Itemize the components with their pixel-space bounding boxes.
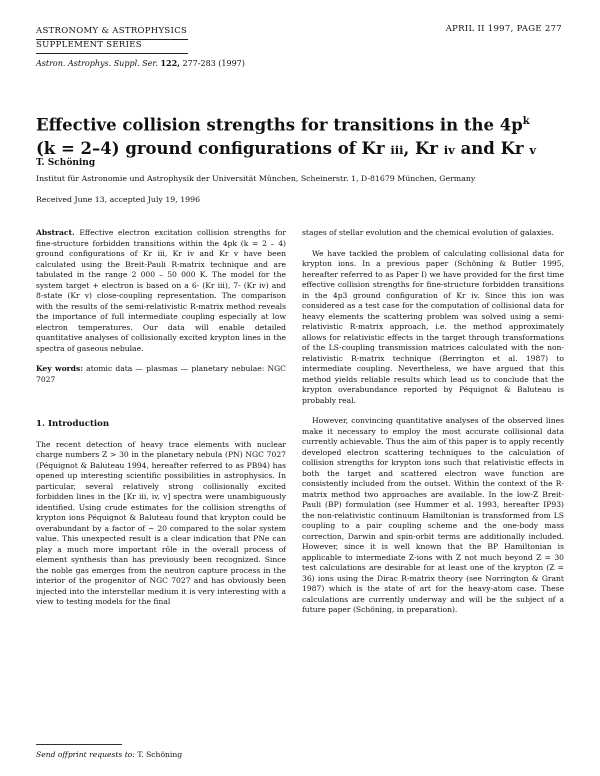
keywords-label: Key words: bbox=[36, 364, 84, 373]
citation-volume: 122, bbox=[160, 58, 180, 68]
title-kr-2: Kr bbox=[414, 138, 439, 158]
header-rule-1 bbox=[36, 39, 188, 40]
author: T. Schöning bbox=[36, 158, 96, 168]
citation-pages: 277-283 (1997) bbox=[182, 59, 245, 68]
keywords-text: atomic data — plasmas — planetary nebulae: NGC 7027 bbox=[36, 364, 286, 384]
footnote bbox=[36, 750, 182, 759]
journal-header bbox=[36, 24, 187, 52]
abstract bbox=[36, 228, 286, 354]
section-heading: 1. Introduction bbox=[36, 419, 110, 429]
header-rule-2 bbox=[36, 53, 188, 54]
left-column bbox=[36, 228, 286, 608]
date-page: APRIL II 1997, PAGE 277 bbox=[445, 24, 562, 34]
paragraph-3: However, convincing quantitative analyses of the observed lines make it necessary to employ the most accurate collisional data currently achievable. Thus the aim of this paper is to apply recently developed electron scattering techniques to the calculation of collision strengths for krypton ions such that relativistic effects in both the target and scattered electron wave function are consistently included from the outset. Within the context of the R-matrix method two approaches are available. In the low-Z Breit-Pauli (BP) formulation (see Hummer et al. 1993, hereafter IP93) the non-relativistic continuum Hamiltonian is transformed from LS coupling to a pair coupling scheme and the one-body mass correction, Darwin and spin-orbit terms are additionally included. However, since it is well known that the BP Hamiltonian is applicable to intermediate Z-ions with Z not much beyond Z = 30 test calculations are desirable for at least one of the krypton (Z = 36) ions using the Dirac R-matrix theory (see Norrington & Grant 1987) which is the state of art for the heavy-atom case. These calculations are currently underway and will be the subject of a future paper (Schöning, in preparation). bbox=[302, 416, 564, 614]
paper-title bbox=[36, 110, 566, 162]
affiliation: Institut für Astronomie und Astrophysik der Universität München, Scheinerstr. 1, D-81679 München, Germany bbox=[36, 174, 476, 183]
intro-paragraph-cont: stages of stellar evolution and the chemical evolution of galaxies. bbox=[302, 228, 554, 237]
footnote-rule bbox=[36, 744, 122, 745]
title-comma: , bbox=[403, 138, 410, 158]
abstract-text: Effective electron excitation collision strengths for fine-structure forbidden transitions within the 4pk (k = 2 – 4) ground configurations of Kr iii, Kr iv and Kr v have been calculated using the Breit-Pauli R-matrix technique and are tabulated in the range 2 000 – 50 000 K. The model for the system target + electron is based on a 6- (Kr iii), 7- (Kr iv) and 8-state (Kr v) close-coupling representation. The comparison with the results of the semi-relativistic R-matrix method reveals the importance of full intermediate coupling especially at low electron temperatures. Our data will enable detailed quantitative analyses of collisionally excited krypton lines in the spectra of gaseous nebulae. bbox=[36, 228, 286, 353]
journal-series: SUPPLEMENT SERIES bbox=[36, 40, 142, 50]
received-dates: Received June 13, accepted July 19, 1996 bbox=[36, 195, 201, 204]
title-ion-iii: iii bbox=[390, 142, 404, 157]
abstract-label: Abstract. bbox=[36, 228, 75, 237]
footnote-name: T. Schöning bbox=[137, 750, 183, 759]
title-superscript: k bbox=[522, 116, 530, 127]
paragraph-2: We have tackled the problem of calculating collisional data for krypton ions. In a previous paper (Schöning & Butler 1995, hereafter referred to as Paper I) we have provided for the first time effective collision strengths for fine-structure forbidden transitions in the 4p3 ground configuration of Kr iv. Since this ion was considered as a test case for the computation of collisional data for heavy elements the scattering problem was solved using a semi-relativistic R-matrix approach, i.e. the method approximately allows for relativistic effects in the target through transformations of the LS-coupling transmission matrices calculated with the non-relativistic R-matrix technique (Berrington et al. 1987) to intermediate coupling. Nevertheless, we have argued that this method yields reliable results which lead us to conclude that the krypton overabundance reported by Péquignot & Baluteau is probably real. bbox=[302, 248, 564, 405]
right-column bbox=[302, 228, 564, 616]
keywords bbox=[36, 364, 286, 385]
title-line1: Effective collision strengths for transitions in the 4p bbox=[36, 115, 523, 135]
title-kr-3: Kr bbox=[500, 138, 524, 158]
footnote-label: Send offprint requests to: bbox=[36, 750, 135, 759]
title-line2: (k = 2–4) ground configurations of Kr bbox=[36, 138, 385, 158]
title-ion-iv: iv bbox=[443, 142, 455, 157]
title-and: and bbox=[460, 138, 495, 158]
citation bbox=[36, 58, 245, 68]
title-ion-v: v bbox=[529, 142, 537, 157]
intro-paragraph: The recent detection of heavy trace elements with nuclear charge numbers Z > 30 in the planetary nebula (PN) NGC 7027 (Péquignot & Baluteau 1994, hereafter referred to as PB94) has opened up interesting scientific possibilities in astrophysics. In particular, several relatively strong collisionally excited forbidden lines in the [Kr iii, iv, v] spectra were unambiguously identified. Using crude estimates for the collision strengths of krypton ions Péquignot & Baluteau found that krypton could be overabundant by a factor of ~ 20 compared to the solar system value. This unexpected result is a clear indication that PNe can play a much more important rôle in the overall process of element synthesis than has previously been recognized. Since the noble gas emerges from the neutron capture process in the interior of the progenitor of NGC 7027 and has obviously been injected into the interstellar medium it is very interesting with a view to testing models for the final bbox=[36, 439, 286, 606]
journal-name: ASTRONOMY & ASTROPHYSICS bbox=[36, 26, 188, 36]
citation-journal: Astron. Astrophys. Suppl. Ser. bbox=[36, 59, 158, 68]
